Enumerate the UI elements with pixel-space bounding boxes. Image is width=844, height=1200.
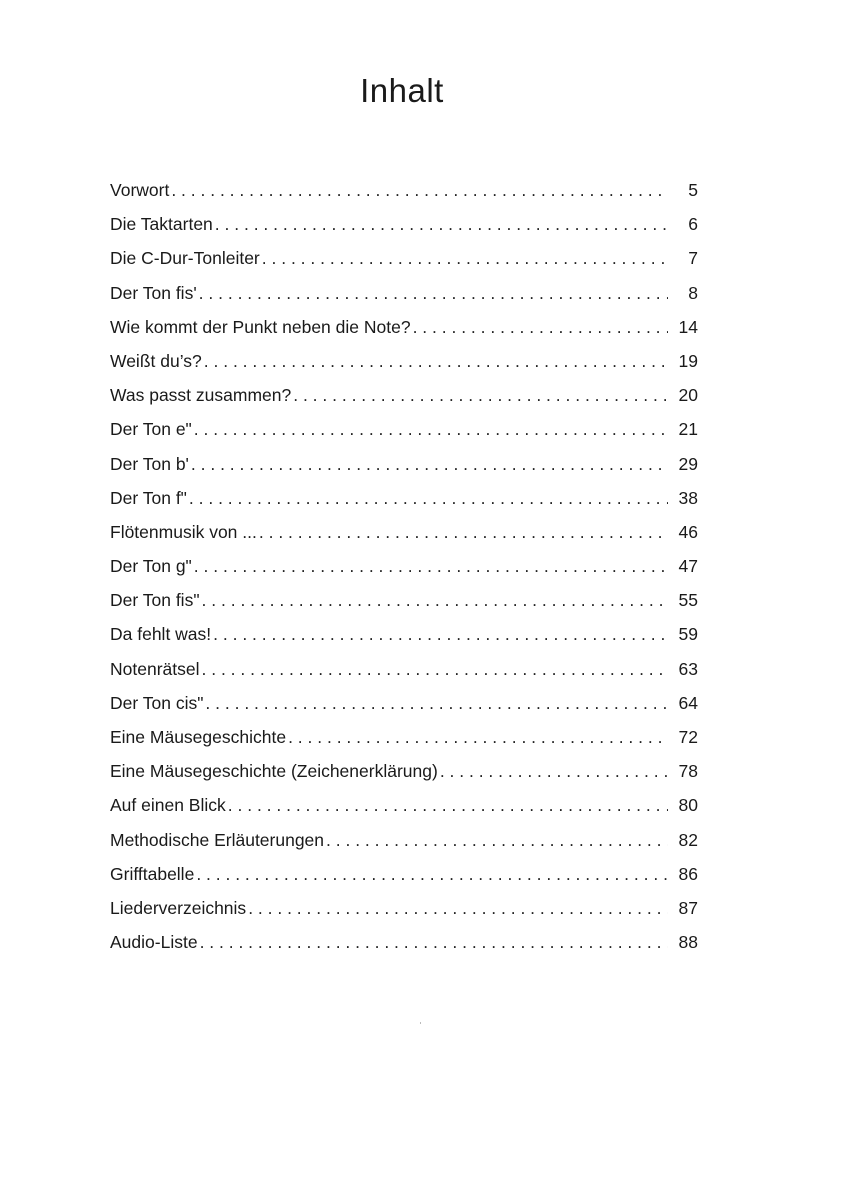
- toc-entry-page: 47: [678, 556, 698, 577]
- toc-entry-page: 46: [678, 521, 698, 542]
- dot-leader: [171, 180, 668, 201]
- dot-leader: [413, 317, 668, 338]
- dot-leader: [213, 624, 668, 645]
- dot-leader: [196, 864, 668, 885]
- toc-entry-page: 88: [678, 932, 698, 953]
- toc-entry-page: 87: [678, 897, 698, 918]
- toc-entry-page: 38: [678, 487, 698, 508]
- toc-entry: [110, 419, 698, 453]
- toc-entry-label: Methodische Erläuterungen: [110, 829, 325, 850]
- toc-entry-page: 80: [678, 795, 698, 816]
- toc-entry: [110, 522, 698, 556]
- toc-entry-label: Auf einen Blick: [110, 795, 226, 816]
- toc-entry: [110, 932, 698, 966]
- toc-entry-label: Audio-Liste: [110, 932, 198, 953]
- dot-leader: [194, 419, 668, 440]
- toc-entry: [110, 590, 698, 624]
- toc-entry-label: Der Ton fis': [110, 282, 197, 303]
- toc-entry-label: Vorwort: [110, 180, 170, 200]
- toc-entry: [110, 898, 698, 932]
- toc-entry-label: Der Ton fis": [110, 590, 200, 611]
- dot-leader: [288, 727, 668, 748]
- dot-leader: [440, 761, 668, 782]
- dot-leader: [205, 693, 668, 714]
- toc-entry-page: 55: [678, 590, 698, 611]
- toc-entry-label: Der Ton b': [110, 453, 189, 474]
- dot-leader: [199, 283, 668, 304]
- toc-entry-label: Der Ton g": [110, 556, 192, 577]
- toc-entry-page: 63: [678, 658, 698, 679]
- toc-entry-page: 59: [678, 624, 698, 645]
- toc-entry: [110, 385, 698, 419]
- toc-entry: [110, 317, 698, 351]
- dot-leader: [248, 898, 668, 919]
- dot-leader: [204, 351, 668, 372]
- toc-entry: [110, 864, 698, 898]
- toc-entry-page: 7: [688, 248, 698, 269]
- toc-entry: [110, 454, 698, 488]
- dot-leader: [293, 385, 668, 406]
- toc-entry-page: 6: [688, 214, 698, 235]
- toc-entry-label: Der Ton f": [110, 487, 187, 508]
- toc-entry-page: 29: [678, 453, 698, 474]
- toc-entry-label: Eine Mäusegeschichte (Zeichenerklärung): [110, 761, 438, 782]
- toc-entry: [110, 693, 698, 727]
- toc-entry-page: 64: [678, 692, 698, 713]
- dot-leader: [202, 590, 668, 611]
- toc-entry-label: Da fehlt was!: [110, 624, 212, 645]
- toc-entry: [110, 351, 698, 385]
- toc-entry: [110, 761, 698, 795]
- toc-entry: [110, 795, 698, 829]
- toc-entry-label: Eine Mäusegeschichte: [110, 727, 287, 747]
- table-of-contents: [110, 180, 698, 966]
- toc-entry-page: 14: [678, 316, 698, 337]
- toc-entry-page: 19: [678, 350, 698, 371]
- dot-leader: [191, 454, 668, 475]
- toc-entry-label: Flötenmusik von ...: [110, 521, 257, 542]
- toc-entry-label: Liederverzeichnis: [110, 897, 247, 918]
- toc-entry: [110, 624, 698, 658]
- toc-entry-page: 20: [678, 385, 698, 406]
- toc-entry-page: 72: [678, 727, 698, 747]
- scan-speck: [420, 1022, 421, 1024]
- toc-entry-page: 21: [678, 419, 698, 440]
- page-title: Inhalt: [360, 72, 444, 109]
- dot-leader: [189, 488, 668, 509]
- dot-leader: [228, 795, 668, 816]
- toc-entry: [110, 727, 698, 761]
- dot-leader: [215, 214, 668, 235]
- dot-leader: [262, 248, 668, 269]
- toc-entry-label: Was passt zusammen?: [110, 385, 292, 406]
- dot-leader: [194, 556, 668, 577]
- toc-entry: [110, 659, 698, 693]
- toc-entry-page: 82: [678, 829, 698, 850]
- toc-entry: [110, 556, 698, 590]
- toc-entry-label: Der Ton cis": [110, 692, 204, 713]
- toc-entry: [110, 283, 698, 317]
- toc-entry: [110, 248, 698, 282]
- toc-entry-label: Notenrätsel: [110, 658, 200, 679]
- toc-entry-label: Der Ton e": [110, 419, 192, 440]
- dot-leader: [259, 522, 668, 543]
- toc-entry: [110, 830, 698, 864]
- toc-entry-label: Die C-Dur-Tonleiter: [110, 248, 260, 269]
- toc-entry-page: 78: [678, 761, 698, 782]
- toc-entry-page: 8: [688, 282, 698, 303]
- toc-entry: [110, 488, 698, 522]
- toc-entry-label: Weißt du’s?: [110, 350, 202, 371]
- toc-entry-label: Wie kommt der Punkt neben die Note?: [110, 316, 411, 337]
- dot-leader: [326, 830, 668, 851]
- toc-entry-page: 86: [678, 863, 698, 884]
- dot-leader: [202, 659, 669, 680]
- toc-entry-page: 5: [688, 180, 698, 200]
- dot-leader: [200, 932, 668, 953]
- toc-entry: [110, 180, 698, 214]
- toc-entry: [110, 214, 698, 248]
- toc-entry-label: Die Taktarten: [110, 214, 213, 235]
- toc-entry-label: Grifftabelle: [110, 863, 195, 884]
